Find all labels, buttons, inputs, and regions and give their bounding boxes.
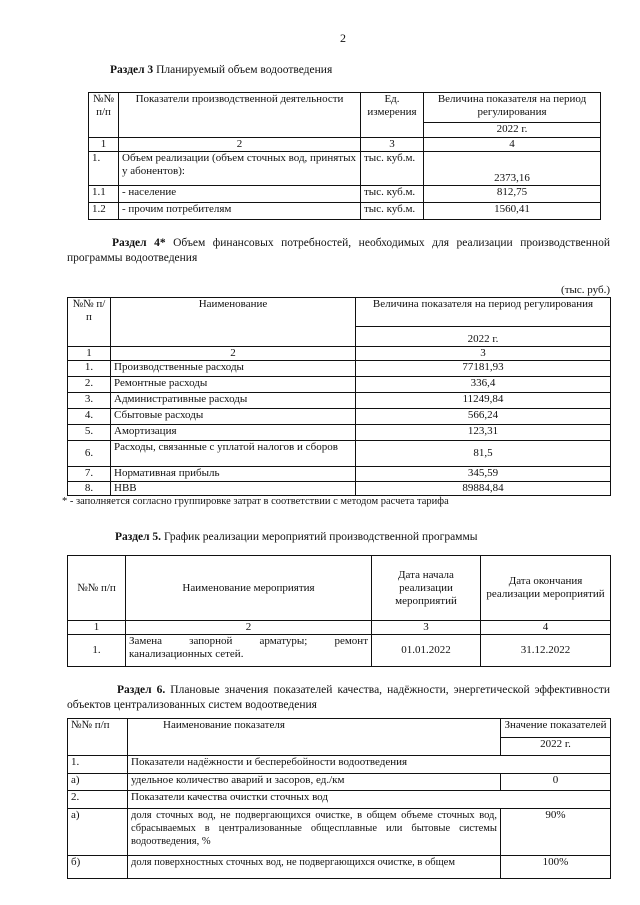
row-name: доля поверхностных сточных вод, не подвергающихся очистке, в общем: [128, 856, 501, 879]
col-number: 4: [481, 621, 611, 635]
row-name: Амортизация: [111, 425, 356, 441]
row-value: 1560,41: [424, 203, 601, 220]
row-name: Замена запорной арматуры; ремонт канализационных сетей.: [126, 635, 372, 667]
row-num: 8.: [68, 482, 111, 496]
row-num: 1.1: [89, 186, 119, 203]
page-number: 2: [340, 31, 346, 45]
col-number: 1: [68, 621, 126, 635]
table-row: [68, 441, 611, 467]
section6-heading: [67, 683, 610, 713]
row-num: а): [68, 809, 128, 856]
row-num: 1.2: [89, 203, 119, 220]
table-row: [68, 756, 611, 774]
header-num: №№ п/п: [68, 298, 111, 347]
header-num: №№ п/п: [68, 556, 126, 621]
header-value: Значение показателей: [501, 719, 611, 738]
table-row: [89, 186, 601, 203]
table-row: [68, 809, 611, 856]
header-year: 2022 г.: [424, 123, 601, 138]
row-num: б): [68, 856, 128, 879]
row-num: 2.: [68, 377, 111, 393]
table-row: [68, 425, 611, 441]
section6-label: Раздел 6.: [117, 684, 166, 696]
header-end: Дата окончания реализации мероприятий: [481, 556, 611, 621]
row-value: 81,5: [356, 441, 611, 467]
row-name: НВВ: [111, 482, 356, 496]
col-number: 2: [119, 138, 361, 152]
row-value: 123,31: [356, 425, 611, 441]
table-row: [68, 467, 611, 482]
row-value: 812,75: [424, 186, 601, 203]
header-start: Дата начала реализации мероприятий: [372, 556, 481, 621]
row-value: 11249,84: [356, 393, 611, 409]
table-row: [89, 203, 601, 220]
row-num: 6.: [68, 441, 111, 467]
row-name: Показатели качества очистки сточных вод: [128, 791, 611, 809]
table-row: [68, 774, 611, 791]
table-row: [68, 856, 611, 879]
row-value: 2373,16: [424, 152, 601, 186]
col-number: 1: [89, 138, 119, 152]
row-name: - прочим потребителям: [119, 203, 361, 220]
col-number: 1: [68, 347, 111, 361]
row-name: Производственные расходы: [111, 361, 356, 377]
row-name: Ремонтные расходы: [111, 377, 356, 393]
header-name: Наименование мероприятия: [126, 556, 372, 621]
section3-label: Раздел 3: [110, 64, 154, 76]
table-row: [68, 409, 611, 425]
row-value: 100%: [501, 856, 611, 879]
header-year: 2022 г.: [501, 738, 611, 756]
header-unit: Ед. измерения: [361, 93, 424, 138]
col-number: 4: [424, 138, 601, 152]
row-value: 345,59: [356, 467, 611, 482]
header-year: 2022 г.: [356, 327, 611, 347]
table-row: [89, 152, 601, 186]
row-num: а): [68, 774, 128, 791]
row-num: 1.: [68, 361, 111, 377]
section4-title: Объем финансовых потребностей, необходимых для реализации производственной программы водоотведения: [67, 237, 610, 264]
table-row: [68, 377, 611, 393]
section3-title: Планируемый объем водоотведения: [156, 64, 333, 76]
row-num: 1.: [68, 756, 128, 774]
row-num: 2.: [68, 791, 128, 809]
section4-table: [67, 297, 611, 496]
row-value: 566,24: [356, 409, 611, 425]
row-name: Нормативная прибыль: [111, 467, 356, 482]
table-row: [68, 482, 611, 496]
row-unit: тыс. куб.м.: [361, 203, 424, 220]
section3-heading: [110, 63, 332, 78]
row-name: доля сточных вод, не подвергающихся очистке, в общем объеме сточных вод, сбрасываемых в централизованные общесплавные или бытовые системы водоотведения, %: [128, 809, 501, 856]
row-num: 3.: [68, 393, 111, 409]
row-name: Объем реализации (объем сточных вод, принятых у абонентов):: [119, 152, 361, 186]
table-row: [68, 635, 611, 667]
row-name: Показатели надёжности и бесперебойности водоотведения: [128, 756, 611, 774]
row-value: 77181,93: [356, 361, 611, 377]
section4-units: (тыс. руб.): [561, 284, 610, 296]
row-name: Расходы, связанные с уплатой налогов и сборов: [111, 441, 356, 467]
section4-footnote: * - заполняется согласно группировке затрат в соответствии с методом расчета тарифа: [62, 496, 449, 507]
row-value: 336,4: [356, 377, 611, 393]
table-row: [68, 361, 611, 377]
section6-title: Плановые значения показателей качества, надёжности, энергетической эффективности объектов централизованных систем водоотведения: [67, 684, 611, 711]
row-name: Административные расходы: [111, 393, 356, 409]
row-num: 5.: [68, 425, 111, 441]
row-unit: тыс. куб.м.: [361, 152, 424, 186]
row-value: 90%: [501, 809, 611, 856]
section4-label: Раздел 4*: [112, 237, 166, 249]
section3-table: [88, 92, 601, 220]
row-num: 4.: [68, 409, 111, 425]
row-num: 1.: [68, 635, 126, 667]
header-value: Величина показателя на период регулирования: [424, 93, 601, 123]
section5-label: Раздел 5.: [115, 531, 162, 543]
section5-title: График реализации мероприятий производственной программы: [163, 531, 478, 543]
table-row: [68, 791, 611, 809]
header-num: №№ п/п: [89, 93, 119, 138]
section6-table: [67, 718, 611, 879]
col-number: 2: [111, 347, 356, 361]
row-name: Сбытовые расходы: [111, 409, 356, 425]
col-number: 3: [372, 621, 481, 635]
header-name: Наименование показателя: [128, 719, 501, 756]
row-end: 31.12.2022: [481, 635, 611, 667]
section5-heading: [115, 530, 477, 545]
section4-heading: [67, 236, 610, 266]
row-num: 1.: [89, 152, 119, 186]
header-num: №№ п/п: [68, 719, 128, 756]
row-value: 89884,84: [356, 482, 611, 496]
row-unit: тыс. куб.м.: [361, 186, 424, 203]
col-number: 2: [126, 621, 372, 635]
row-name: удельное количество аварий и засоров, ед./км: [128, 774, 501, 791]
col-number: 3: [356, 347, 611, 361]
header-name: Наименование: [111, 298, 356, 347]
row-value: 0: [501, 774, 611, 791]
header-value: Величина показателя на период регулирования: [356, 298, 611, 327]
table-row: [68, 393, 611, 409]
section5-table: [67, 555, 611, 667]
header-indicator: Показатели производственной деятельности: [119, 93, 361, 138]
row-name: - население: [119, 186, 361, 203]
row-start: 01.01.2022: [372, 635, 481, 667]
col-number: 3: [361, 138, 424, 152]
row-num: 7.: [68, 467, 111, 482]
